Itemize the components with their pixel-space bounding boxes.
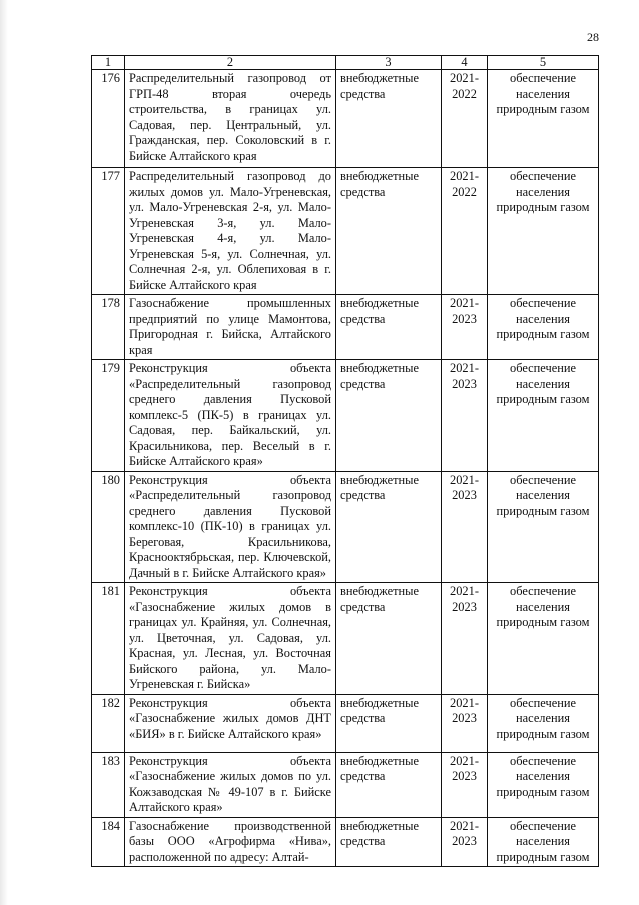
table-row bbox=[92, 583, 599, 695]
row-purpose: обеспечение населения природным газом bbox=[488, 295, 599, 360]
projects-table bbox=[91, 55, 599, 867]
row-funding-source: внебюджетные средства bbox=[336, 817, 442, 867]
scan-edge-shadow bbox=[0, 0, 8, 905]
row-period: 2021-2023 bbox=[442, 295, 488, 360]
table-row bbox=[92, 471, 599, 583]
row-period: 2021-2023 bbox=[442, 583, 488, 695]
row-funding-source: внебюджетные средства bbox=[336, 168, 442, 295]
row-funding-source: внебюджетные средства bbox=[336, 583, 442, 695]
row-number: 182 bbox=[92, 694, 125, 752]
row-description: Распределительный газопровод до жилых домов ул. Мало-Угреневская, ул. Мало-Угреневская 2-я, ул. Мало-Угреневская 3-я, ул. Мало-Угреневская 4-я, ул. Мало-Угреневская 5-я, ул. Солнечная, ул. Солнечная 2-я, ул. Облепиховая в г. Бийске Алтайского края bbox=[125, 168, 336, 295]
row-description: Распределительный газопровод от ГРП-48 вторая очередь строительства, в границах ул. Садовая, пер. Центральный, ул. Гражданская, пер. Соколовский в г. Бийске Алтайского края bbox=[125, 70, 336, 168]
row-number: 179 bbox=[92, 360, 125, 472]
row-description: Реконструкция объекта «Газоснабжение жилых домов в границах ул. Крайняя, ул. Солнечная, ул. Цветочная, ул. Садовая, ул. Красная, ул. Лесная, ул. Восточная Бийского района, ул. Мало-Угреневская г. Бийска» bbox=[125, 583, 336, 695]
row-number: 180 bbox=[92, 471, 125, 583]
row-description: Реконструкция объекта «Газоснабжение жилых домов ДНТ «БИЯ» в г. Бийске Алтайского края» bbox=[125, 694, 336, 752]
page-number: 28 bbox=[587, 30, 599, 44]
row-purpose: обеспечение населения природным газом bbox=[488, 70, 599, 168]
row-description: Реконструкция объекта «Газоснабжение жилых домов по ул. Кожзаводская № 49-107 в г. Бийске Алтайского края» bbox=[125, 752, 336, 817]
row-number: 184 bbox=[92, 817, 125, 867]
column-header-5: 5 bbox=[488, 56, 599, 70]
column-header-2: 2 bbox=[125, 56, 336, 70]
row-funding-source: внебюджетные средства bbox=[336, 752, 442, 817]
table-header-row bbox=[92, 56, 599, 70]
table-row bbox=[92, 817, 599, 867]
row-description: Газоснабжение промышленных предприятий по улице Мамонтова, Пригородная г. Бийска, Алтайского края bbox=[125, 295, 336, 360]
row-period: 2021-2023 bbox=[442, 471, 488, 583]
table-row bbox=[92, 70, 599, 168]
row-period: 2021-2022 bbox=[442, 70, 488, 168]
column-header-1: 1 bbox=[92, 56, 125, 70]
row-funding-source: внебюджетные средства bbox=[336, 295, 442, 360]
row-description: Реконструкция объекта «Распределительный газопровод среднего давления Пусковой комплекс-10 (ПК-10) в границах ул. Береговая, Красильникова, Краснооктябрьская, пер. Ключевской, Дачный в г. Бийске Алтайского края» bbox=[125, 471, 336, 583]
table-row bbox=[92, 168, 599, 295]
table-row bbox=[92, 752, 599, 817]
row-purpose: обеспечение населения природным газом bbox=[488, 694, 599, 752]
row-purpose: обеспечение населения природным газом bbox=[488, 752, 599, 817]
row-purpose: обеспечение населения природным газом bbox=[488, 817, 599, 867]
row-number: 183 bbox=[92, 752, 125, 817]
row-period: 2021-2023 bbox=[442, 817, 488, 867]
column-header-4: 4 bbox=[442, 56, 488, 70]
row-description: Реконструкция объекта «Распределительный газопровод среднего давления Пусковой комплекс-5 (ПК-5) в границах ул. Садовая, пер. Байкальский, ул. Красильникова, пер. Веселый в г. Бийске Алтайского края» bbox=[125, 360, 336, 472]
row-purpose: обеспечение населения природным газом bbox=[488, 471, 599, 583]
row-period: 2021-2023 bbox=[442, 752, 488, 817]
row-purpose: обеспечение населения природным газом bbox=[488, 583, 599, 695]
table-row bbox=[92, 360, 599, 472]
column-header-3: 3 bbox=[336, 56, 442, 70]
row-number: 176 bbox=[92, 70, 125, 168]
row-period: 2021-2023 bbox=[442, 360, 488, 472]
row-number: 181 bbox=[92, 583, 125, 695]
row-period: 2021-2023 bbox=[442, 694, 488, 752]
row-funding-source: внебюджетные средства bbox=[336, 360, 442, 472]
row-number: 177 bbox=[92, 168, 125, 295]
table-row bbox=[92, 694, 599, 752]
row-funding-source: внебюджетные средства bbox=[336, 70, 442, 168]
row-period: 2021-2022 bbox=[442, 168, 488, 295]
row-description: Газоснабжение производственной базы ООО «Агрофирма «Нива», расположенной по адресу: Алтай- bbox=[125, 817, 336, 867]
row-funding-source: внебюджетные средства bbox=[336, 694, 442, 752]
row-purpose: обеспечение населения природным газом bbox=[488, 168, 599, 295]
row-purpose: обеспечение населения природным газом bbox=[488, 360, 599, 472]
table-row bbox=[92, 295, 599, 360]
row-number: 178 bbox=[92, 295, 125, 360]
row-funding-source: внебюджетные средства bbox=[336, 471, 442, 583]
